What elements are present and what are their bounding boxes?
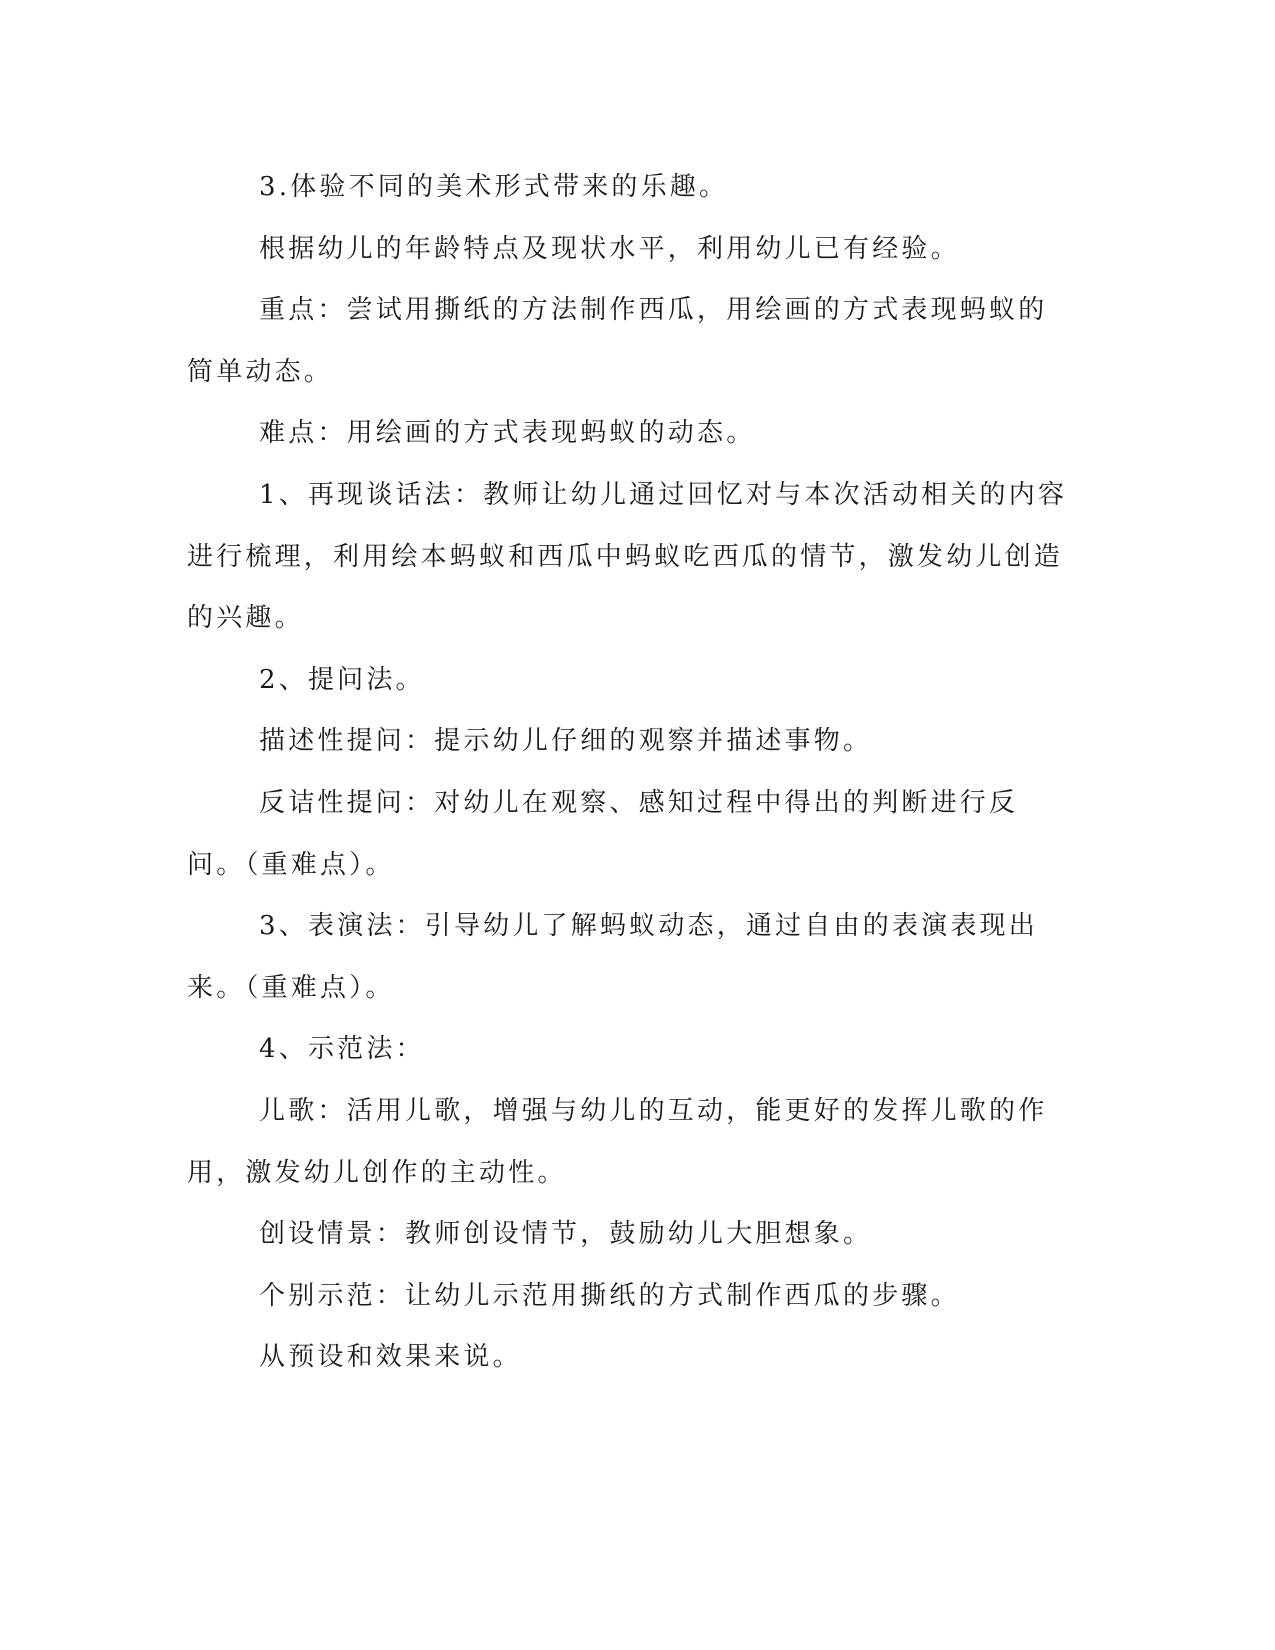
paragraph-rhetorical-question: 反诘性提问：对幼儿在观察、感知过程中得出的判断进行反问。（重难点）。 [187,787,1019,880]
paragraph-effect: 从预设和效果来说。 [259,1342,522,1373]
document-body [187,157,1075,1389]
paragraph-goal-3: 3.体验不同的美术形式带来的乐趣。 [259,172,729,202]
paragraph-method-1: 1、再现谈话法：教师让幼儿通过回忆对与本次活动相关的内容进行梳理，利用绘本蚂蚁和西瓜中蚂蚁吃西瓜的情节，激发幼儿创造的兴趣。 [187,479,1068,634]
paragraph-individual-demo: 个别示范：让幼儿示范用撕纸的方式制作西瓜的步骤。 [259,1280,960,1311]
paragraph-basis: 根据幼儿的年龄特点及现状水平，利用幼儿已有经验。 [259,233,960,264]
paragraph-nursery-rhyme: 儿歌：活用儿歌，增强与幼儿的互动，能更好的发挥儿歌的作用，激发幼儿创作的主动性。 [187,1095,1048,1188]
paragraph-scenario: 创设情景：教师创设情节，鼓励幼儿大胆想象。 [259,1219,873,1250]
paragraph-method-3: 3、表演法：引导幼儿了解蚂蚁动态，通过自由的表演表现出来。（重难点）。 [187,911,1038,1003]
paragraph-descriptive-question: 描述性提问：提示幼儿仔细的观察并描述事物。 [259,726,873,757]
paragraph-key-point: 重点：尝试用撕纸的方法制作西瓜，用绘画的方式表现蚂蚁的简单动态。 [187,295,1048,387]
paragraph-method-4: 4、示范法： [259,1034,425,1065]
paragraph-method-2: 2、提问法。 [259,664,425,695]
paragraph-difficult-point: 难点：用绘画的方式表现蚂蚁的动态。 [259,418,756,449]
